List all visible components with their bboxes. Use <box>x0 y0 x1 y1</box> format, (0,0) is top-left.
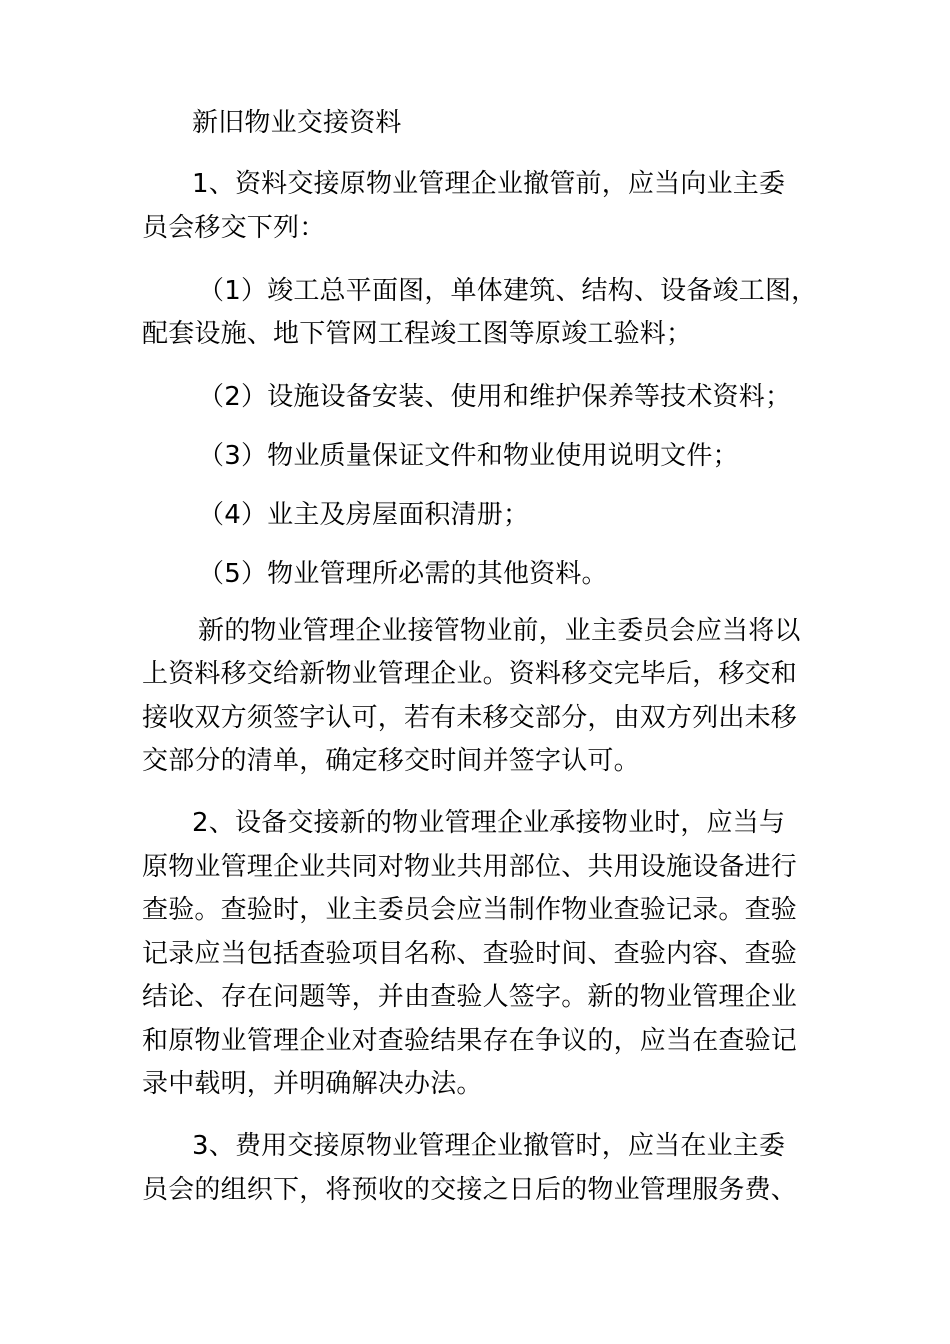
section-2-line: 录中载明，并明确解决办法。 <box>142 1069 483 1099</box>
section-1-closing-line: 新的物业管理企业接管物业前，业主委员会应当将以 <box>198 616 801 646</box>
list-item-1-line: （1）竣工总平面图，单体建筑、结构、设备竣工图， <box>198 276 818 306</box>
section-2-line: 和原物业管理企业对查验结果存在争议的，应当在查验记 <box>142 1026 798 1056</box>
section-3-line: 员会的组织下，将预收的交接之日后的物业管理服务费、 <box>142 1175 798 1205</box>
section-2-line: 2、设备交接新的物业管理企业承接物业时，应当与 <box>192 808 786 838</box>
section-1-closing-line: 接收双方须签字认可，若有未移交部分，由双方列出未移 <box>142 703 798 733</box>
list-item-5: （5）物业管理所必需的其他资料。 <box>198 559 608 589</box>
document-title: 新旧物业交接资料 <box>192 108 402 138</box>
section-1-closing-line: 上资料移交给新物业管理企业。资料移交完毕后，移交和 <box>142 659 798 689</box>
list-item-4: （4）业主及房屋面积清册； <box>198 500 530 530</box>
section-3-line: 3、费用交接原物业管理企业撤管时，应当在业主委 <box>192 1131 786 1161</box>
section-2-line: 查验。查验时，业主委员会应当制作物业查验记录。查验 <box>142 895 798 925</box>
list-item-3: （3）物业质量保证文件和物业使用说明文件； <box>198 441 739 471</box>
section-1-line: 员会移交下列： <box>142 213 326 243</box>
list-item-2: （2）设施设备安装、使用和维护保养等技术资料； <box>198 382 792 412</box>
section-2-line: 记录应当包括查验项目名称、查验时间、查验内容、查验 <box>142 939 798 969</box>
section-2-line: 结论、存在问题等，并由查验人签字。新的物业管理企业 <box>142 982 798 1012</box>
section-1-closing-line: 交部分的清单，确定移交时间并签字认可。 <box>142 746 640 776</box>
list-item-1-line: 配套设施、地下管网工程竣工图等原竣工验料； <box>142 319 693 349</box>
section-1-line: 1、资料交接原物业管理企业撤管前，应当向业主委 <box>192 169 786 199</box>
section-2-line: 原物业管理企业共同对物业共用部位、共用设施设备进行 <box>142 852 798 882</box>
